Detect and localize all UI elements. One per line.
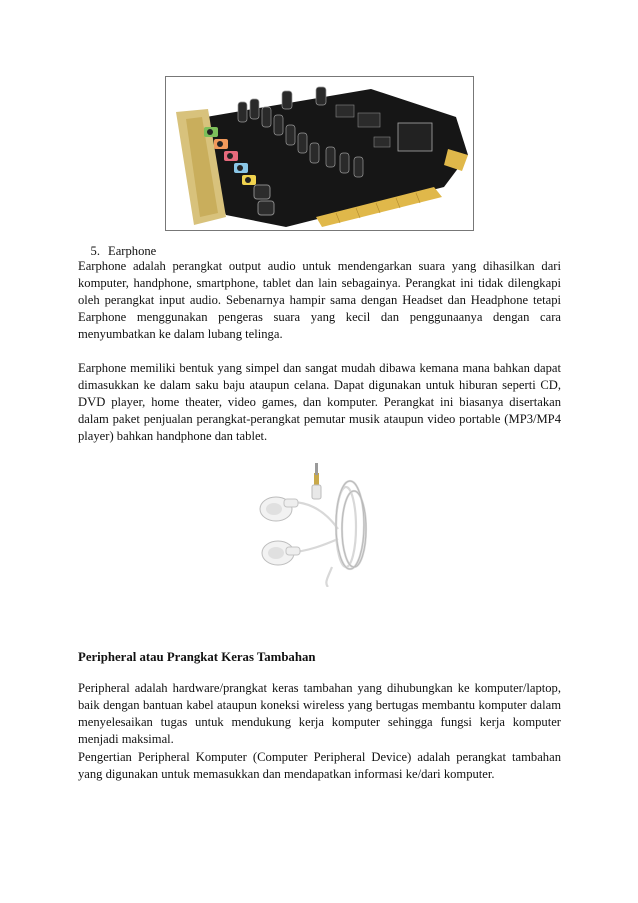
paragraph-earphone-usage: Earphone memiliki bentuk yang simpel dan sangat mudah dibawa kemana mana bahkan dapat dimasukkan ke dalam saku baju ataupun celana. Dapat digunakan untuk hiburan seperti CD, DVD player, home theater, video games, dan komputer. Perangkat ini biasanya disertakan dalam paket penjualan perangkat-perangkat pemutar musik ataupun video portable (MP3/MP4 player) bahkan handphone dan tablet. [78,361,561,443]
sound-card-illustration [166,77,473,230]
section-heading: Peripheral atau Prangkat Keras Tambahan [78,650,316,664]
earphone-image [254,459,380,587]
list-title: Earphone [108,244,157,258]
paragraph-peripheral-definition: Peripheral adalah hardware/prangkat keras tambahan yang dihubungkan ke komputer/laptop, baik dengan bantuan kabel ataupun koneksi wireless yang bertugas membantu komputer dalam menyelesaikan tugas untuk mendukung kerja komputer sehingga fungsi kerja komputer menjadi maksimal. [78,681,561,746]
list-item-earphone [78,244,156,259]
list-number: 5. [90,244,100,258]
paragraph-earphone-definition: Earphone adalah perangkat output audio untuk mendengarkan suara yang dihasilkan dari komputer, handphone, smartphone, tablet dan lain sebagainya. Perangkat ini tidak dilengkapi oleh perangkat input audio. Sebenarnya hampir sama dengan Headset dan Headphone tetapi Earphone menggunakan pengeras suara yang kecil dan penggunaanya dengan cara menyumbatkan ke dalam lubang telinga. [78,259,561,341]
earphone-illustration [254,459,380,587]
paragraph-peripheral-meaning: Pengertian Peripheral Komputer (Computer Peripheral Device) adalah perangkat tambahan yang digunakan untuk memasukkan dan mendapatkan informasi ke/dari komputer. [78,750,561,781]
sound-card-image [165,76,474,231]
